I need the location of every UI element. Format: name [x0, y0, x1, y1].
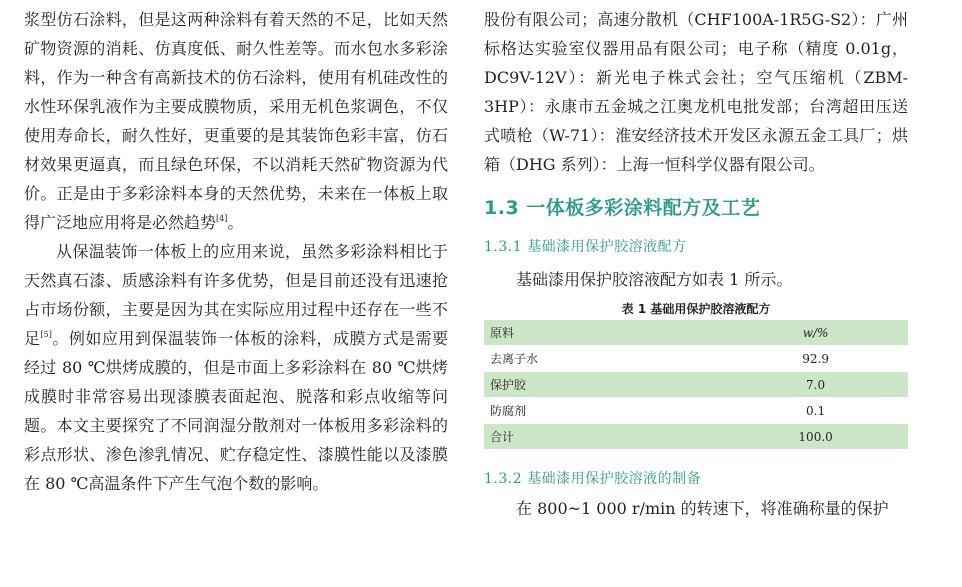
table-cell: 7.0 — [723, 372, 908, 398]
table-cell: 去离子水 — [484, 346, 723, 372]
subsection-heading: 1.3.2 基础漆用保护胶溶液的制备 — [484, 471, 702, 487]
table-cell: 合计 — [484, 424, 723, 450]
table-row — [484, 424, 908, 450]
table-cell: 0.1 — [723, 398, 908, 424]
paragraph-text-tail: 。 — [227, 213, 244, 232]
table-header-cell: w/% — [723, 320, 908, 346]
body-paragraph: 在 800~1 000 r/min 的转速下，将准确称量的保护 — [516, 499, 889, 518]
table-cell: 保护胶 — [484, 372, 723, 398]
right-column — [484, 0, 908, 523]
paragraph-text: 浆型仿石涂料，但是这两种涂料有着天然的不足，比如天然矿物资源的消耗、仿真度低、耐久性差等。而水包水多彩涂料，作为一种含有高新技术的仿石涂料，使用有机硅改性的水性环保乳液作为主要成膜物质，采用无机色浆调色，不仅使用寿命长，耐久性好，更重要的是其装饰色彩丰富，仿石材效果更逼真，而且绿色环保，不以消耗天然矿物资源为代价。正是由于多彩涂料本身的天然优势，未来在一体板上取得广泛地应用将是必然趋势 — [24, 10, 448, 232]
section-heading: 1.3 一体板多彩涂料配方及工艺 — [484, 197, 761, 219]
table-cell: 防腐剂 — [484, 398, 723, 424]
subsection-heading: 1.3.1 基础漆用保护胶溶液配方 — [484, 239, 687, 255]
body-paragraph — [24, 5, 448, 237]
body-paragraph — [24, 237, 448, 498]
paragraph-text-tail: 。例如应用到保温装饰一体板的涂料，成膜方式是需要经过 80 ℃烘烤成膜的，但是市面上多彩涂料在 80 ℃烘烤成膜时非常容易出现漆膜表面起泡、脱落和彩点收缩等问题。本文主要探究了不同润湿分散剂对一体板用多彩涂料的彩点形状、渗色渗乳情况、贮存稳定性、漆膜性能以及漆膜在 80 ℃高温条件下产生气泡个数的影响。 — [24, 329, 448, 493]
table-header-cell: 原料 — [484, 320, 723, 346]
left-column — [24, 0, 448, 498]
formula-table — [484, 320, 908, 450]
body-paragraph: 股份有限公司；高速分散机（CHF100A-1R5G-S2）：广州标格达实验室仪器用品有限公司；电子称（精度 0.01g，DC9V-12V）：新光电子株式会社；空气压缩机（ZBM-3HP）：永康市五金城之江奥龙机电批发部；台湾超田压送式喷枪（W-71）：淮安经济技术开发区永源五金工具厂；烘箱（DHG 系列）：上海一恒科学仪器有限公司。 — [484, 10, 908, 174]
table-row — [484, 372, 908, 398]
table-caption: 表 1 基础用保护胶溶液配方 — [621, 302, 771, 316]
body-paragraph: 基础漆用保护胶溶液配方如表 1 所示。 — [516, 270, 793, 289]
table-cell: 92.9 — [723, 346, 908, 372]
table-header-row — [484, 320, 908, 346]
citation-ref: [4] — [216, 214, 228, 223]
paragraph-text: 从保温装饰一体板上的应用来说，虽然多彩涂料相比于天然真石漆、质感涂料有许多优势，但是目前还没有迅速抢占市场份额，主要是因为其在实际应用过程中还存在一些不足 — [24, 242, 448, 348]
table-row — [484, 398, 908, 424]
citation-ref: [5] — [40, 330, 52, 339]
table-row — [484, 346, 908, 372]
table-cell: 100.0 — [723, 424, 908, 450]
